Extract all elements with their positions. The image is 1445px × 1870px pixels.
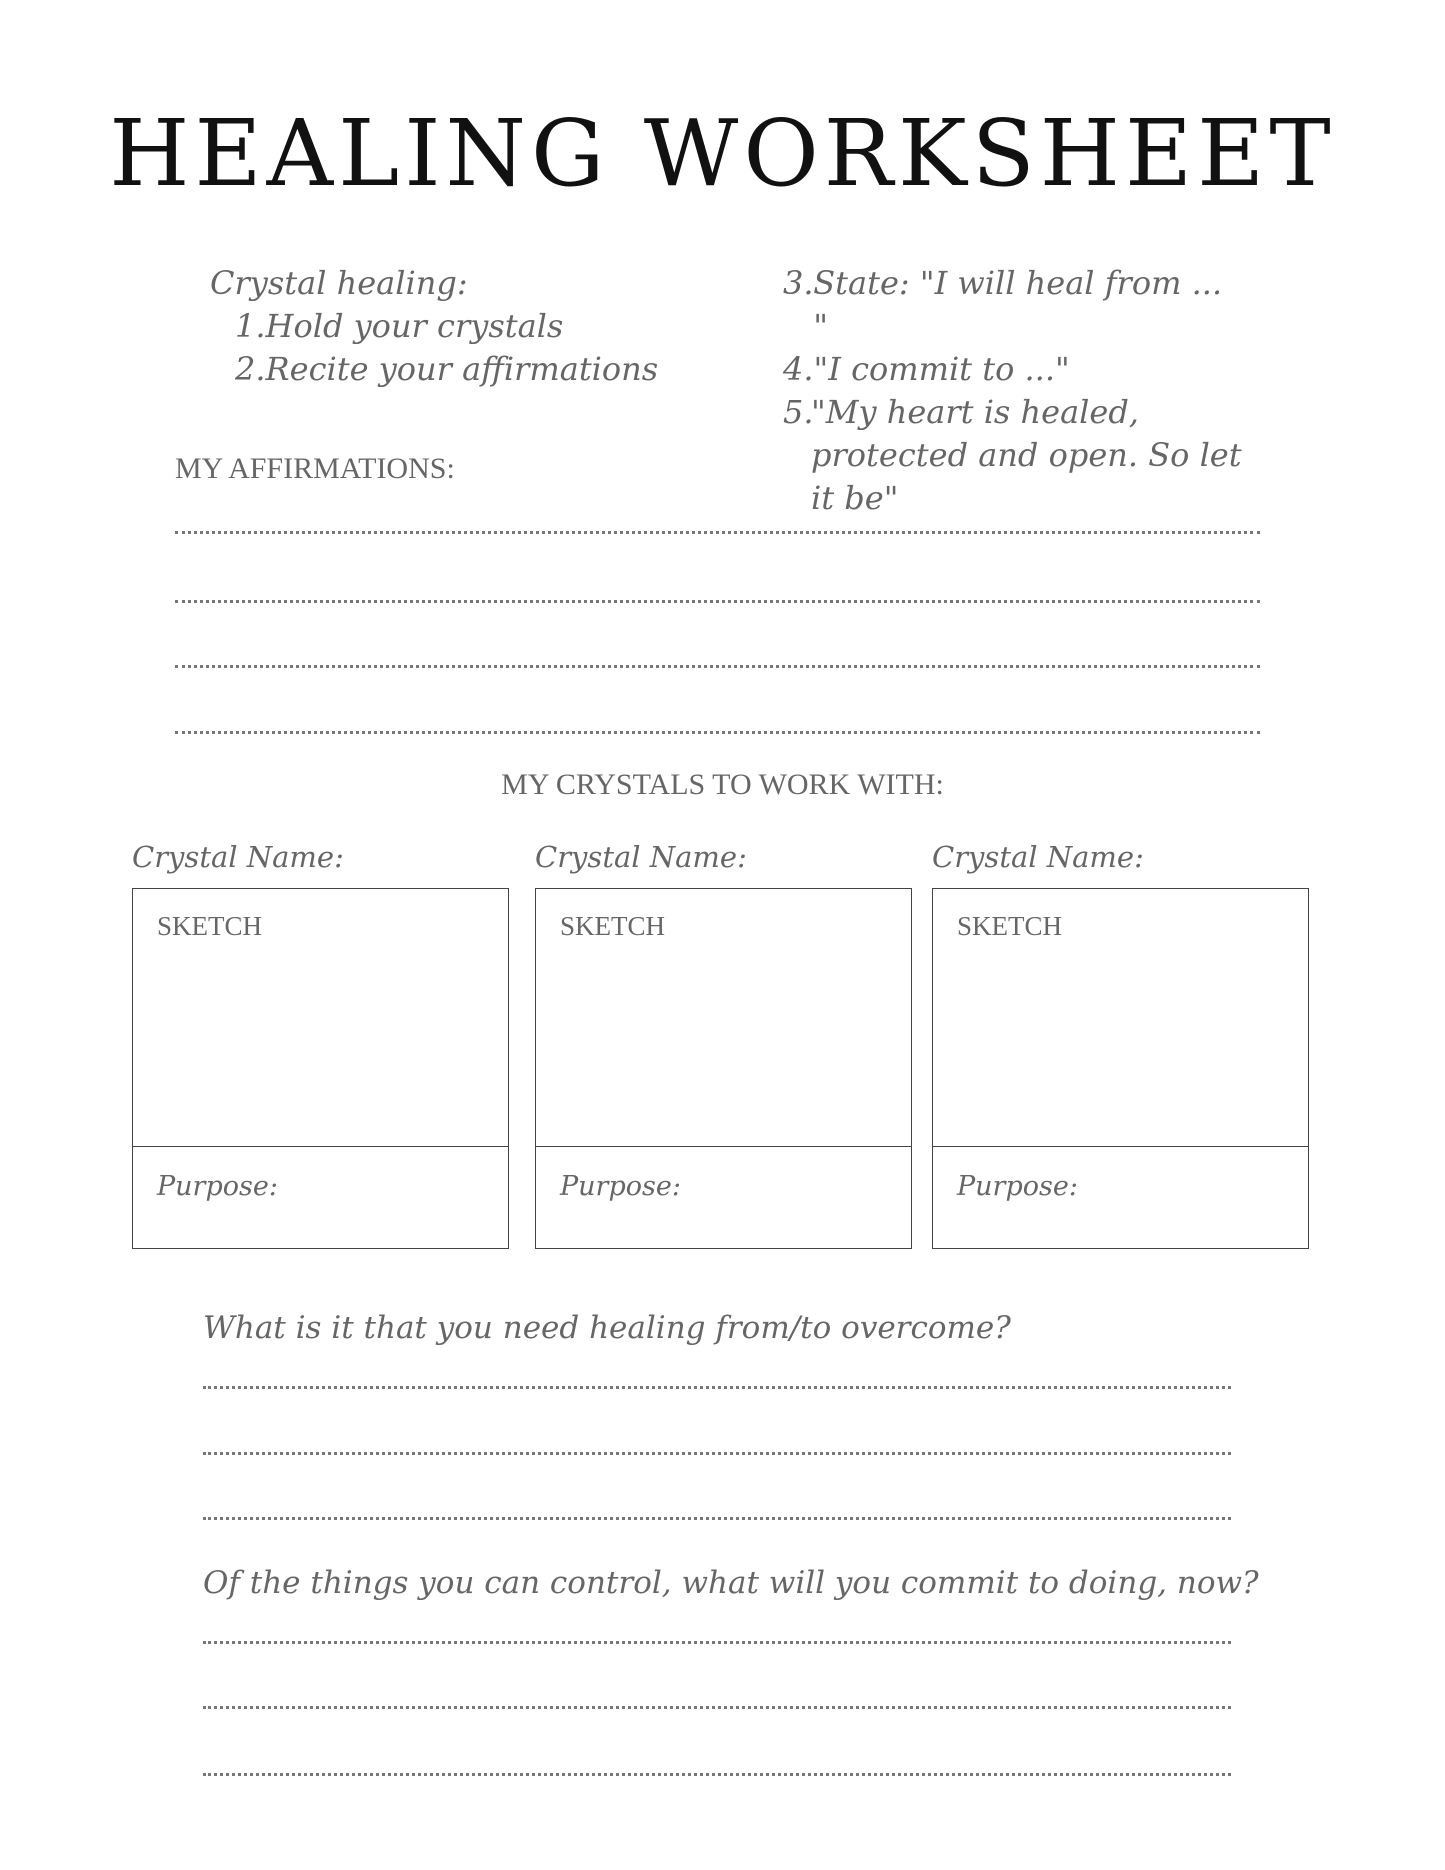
question-commitment: Of the things you can control, what will you commit to doing, now?	[203, 1565, 1259, 1601]
crystal-name-label-3: Crystal Name:	[932, 840, 1144, 874]
answer-line-5[interactable]	[203, 1706, 1231, 1709]
crystal-card-3[interactable]	[932, 888, 1309, 1249]
step-text: "I commit to ..."	[813, 350, 1070, 388]
affirmation-line-3[interactable]	[175, 665, 1260, 668]
step-number: 2.	[235, 350, 266, 388]
crystal-name-label-1: Crystal Name:	[132, 840, 344, 874]
answer-line-2[interactable]	[203, 1452, 1231, 1455]
card-divider	[933, 1146, 1308, 1147]
question-healing: What is it that you need healing from/to overcome?	[203, 1310, 1011, 1346]
step-number: 3.	[783, 264, 814, 302]
crystal-card-1[interactable]	[132, 888, 509, 1249]
step-item	[783, 348, 1243, 391]
step-text: "My heart is healed, protected and open. So let it be"	[811, 393, 1242, 517]
affirmation-line-2[interactable]	[175, 600, 1260, 603]
crystals-heading: MY CRYSTALS TO WORK WITH:	[501, 768, 944, 801]
affirmation-line-1[interactable]	[175, 531, 1260, 534]
steps-list-right	[783, 262, 1243, 520]
step-item	[783, 262, 1243, 348]
step-text: State: "I will heal from ... "	[813, 264, 1223, 345]
answer-line-1[interactable]	[203, 1386, 1231, 1389]
step-number: 5.	[783, 393, 814, 431]
step-item	[235, 348, 658, 391]
intro-heading: Crystal healing:	[210, 264, 468, 302]
sketch-label: SKETCH	[957, 911, 1063, 941]
step-number: 1.	[235, 307, 266, 345]
affirmation-line-4[interactable]	[175, 731, 1260, 734]
sketch-label: SKETCH	[560, 911, 666, 941]
card-divider	[536, 1146, 911, 1147]
purpose-label: Purpose:	[957, 1171, 1078, 1202]
crystal-name-label-2: Crystal Name:	[535, 840, 747, 874]
step-text: Recite your affirmations	[265, 350, 659, 388]
step-number: 4.	[783, 350, 814, 388]
purpose-label: Purpose:	[560, 1171, 681, 1202]
step-item	[783, 391, 1243, 520]
card-divider	[133, 1146, 508, 1147]
crystal-card-2[interactable]	[535, 888, 912, 1249]
steps-list-left	[235, 305, 658, 391]
step-text: Hold your crystals	[265, 307, 564, 345]
answer-line-3[interactable]	[203, 1517, 1231, 1520]
affirmations-heading: MY AFFIRMATIONS:	[175, 452, 455, 485]
worksheet-title: HEALING WORKSHEET	[109, 100, 1336, 207]
answer-line-4[interactable]	[203, 1641, 1231, 1644]
answer-line-6[interactable]	[203, 1773, 1231, 1776]
step-item	[235, 305, 658, 348]
purpose-label: Purpose:	[157, 1171, 278, 1202]
sketch-label: SKETCH	[157, 911, 263, 941]
